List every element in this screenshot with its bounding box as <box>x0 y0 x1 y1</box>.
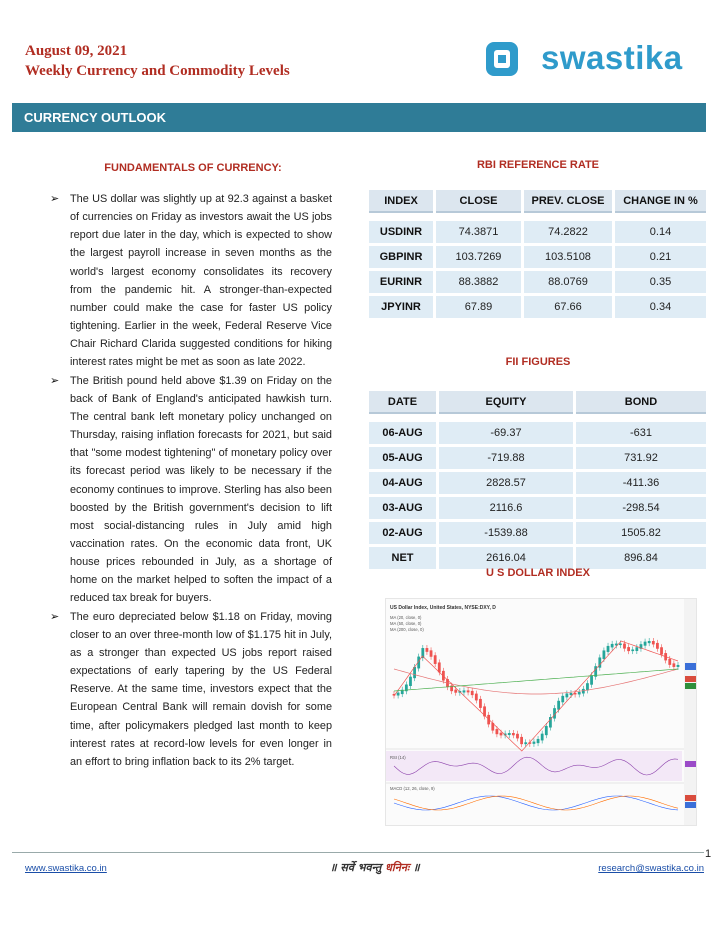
candle <box>644 639 647 649</box>
cell-change: 0.14 <box>615 221 706 243</box>
report-subtitle: Weekly Currency and Commodity Levels <box>25 63 290 79</box>
bullet-text: The British pound held above $1.39 on Friday on the back of Bank of England's anticipated hawkish turn. The central bank left monetary policy unchanged on Thursday, raising inflation forecasts for 2021, but said that "some modest tightening" of monetary policy over its forecast period was likely to be necessary if the economy continues to improve. Sterling has also been boosted by the British government's decision to lift most social-distancing rules in July amid high vaccination rates. On the economic data front, UK house prices rebounded in July, as a shortage of home on the market helped to soften the impact of a reduced tax break for buyers. <box>70 374 332 605</box>
cell-bond: -631 <box>576 422 706 444</box>
price-tag <box>685 683 697 689</box>
candle <box>656 640 659 652</box>
candle <box>635 644 638 654</box>
cell-bond: 896.84 <box>576 547 706 569</box>
cell-change: 0.34 <box>615 296 706 318</box>
candle <box>512 730 515 738</box>
chart-legend-item: MA (50, close, 0) <box>390 621 422 626</box>
table-row <box>369 246 706 268</box>
ma-line <box>394 641 678 751</box>
chart-legend-item: MA (200, close, 0) <box>390 627 424 632</box>
cell-prev-close: 88.0769 <box>524 271 612 293</box>
candle <box>405 681 408 694</box>
cell-bond: -411.36 <box>576 472 706 494</box>
candle <box>648 638 651 646</box>
dxy-chart-svg <box>386 599 697 826</box>
candle <box>467 687 470 695</box>
candle <box>516 731 519 742</box>
cell-date: 04-AUG <box>369 472 436 494</box>
website-link[interactable]: www.swastika.co.in <box>25 863 107 874</box>
candle <box>533 739 536 747</box>
candlesticks <box>393 638 680 747</box>
candle <box>565 690 568 700</box>
candle <box>409 674 412 689</box>
cell-date: NET <box>369 547 436 569</box>
candle <box>561 693 564 705</box>
candle <box>434 652 437 667</box>
motto-text: ॥ सर्वे भवन्तु <box>330 861 386 874</box>
page-number: 1 <box>705 848 712 860</box>
candle <box>582 686 585 697</box>
col-header: PREV. CLOSE <box>524 190 612 213</box>
candle <box>421 645 424 661</box>
cell-index: JPYINR <box>369 296 433 318</box>
footer-divider <box>12 852 704 853</box>
rsi-label: RSI (14) <box>390 755 406 760</box>
bullet-text: The US dollar was slightly up at 92.3 against a basket of currencies on Friday as investors await the US jobs report due later in the day, which is expected to show the largest payroll increase in seven months as the world's largest economy consolidates its recovery from the pandemic hit. A stronger-than-expected number could make the case for faster US policy tightening. Earlier in the week, Federal Reserve Vice Chair Richard Clarida suggested conditions for hiking interest rates might be met as soon as late 2022. <box>70 193 332 369</box>
cell-equity: -719.88 <box>439 447 573 469</box>
candle <box>520 734 523 747</box>
price-tag <box>685 676 697 682</box>
candle <box>627 644 630 654</box>
cell-equity: -69.37 <box>439 422 573 444</box>
chart-legend-item: MA (20, close, 0) <box>390 615 422 620</box>
candle <box>672 660 675 670</box>
cell-equity: 2616.04 <box>439 547 573 569</box>
table-row <box>369 447 706 469</box>
col-header: CHANGE IN % <box>615 190 706 213</box>
dxy-title: U S DOLLAR INDEX <box>486 567 590 579</box>
candle <box>508 730 511 738</box>
candle <box>483 703 486 719</box>
candle <box>541 731 544 744</box>
arrow-bullet-icon: ➢ <box>50 193 60 205</box>
cell-close: 88.3882 <box>436 271 521 293</box>
table-row <box>369 547 706 569</box>
banner-label: CURRENCY OUTLOOK <box>24 110 167 125</box>
col-header: EQUITY <box>439 391 573 414</box>
candle <box>598 654 601 670</box>
candle <box>471 688 474 698</box>
table-row <box>369 422 706 444</box>
ma-line <box>394 669 678 694</box>
candle <box>426 645 429 655</box>
motto-text: ॥ <box>409 861 420 874</box>
cell-index: EURINR <box>369 271 433 293</box>
price-tag <box>685 795 697 801</box>
cell-prev-close: 74.2822 <box>524 221 612 243</box>
cell-equity: -1539.88 <box>439 522 573 544</box>
candle <box>594 663 597 680</box>
col-header: DATE <box>369 391 436 414</box>
table-row <box>369 221 706 243</box>
price-tag <box>685 761 697 767</box>
cell-index: GBPINR <box>369 246 433 268</box>
candle <box>611 641 614 651</box>
price-tag <box>685 663 697 670</box>
section-banner <box>12 103 706 132</box>
candle <box>430 647 433 659</box>
cell-close: 103.7269 <box>436 246 521 268</box>
cell-prev-close: 103.5108 <box>524 246 612 268</box>
fii-title: FII FIGURES <box>505 356 571 368</box>
arrow-bullet-icon: ➢ <box>50 374 60 387</box>
candle <box>640 641 643 652</box>
fundamentals-title: FUNDAMENTALS OF CURRENCY: <box>104 162 282 174</box>
cell-index: USDINR <box>369 221 433 243</box>
bullet-item <box>50 608 332 771</box>
candle <box>578 689 581 697</box>
candle <box>652 638 655 647</box>
candle <box>537 736 540 746</box>
cell-date: 02-AUG <box>369 522 436 544</box>
logo-mark-icon <box>484 38 520 78</box>
col-header: INDEX <box>369 190 433 213</box>
cell-date: 03-AUG <box>369 497 436 519</box>
email-link[interactable]: research@swastika.co.in <box>598 863 704 874</box>
report-date: August 09, 2021 <box>25 43 128 59</box>
bullet-item <box>50 190 332 372</box>
table-row <box>369 497 706 519</box>
swastika-logo <box>484 38 704 78</box>
table-row <box>369 271 706 293</box>
bullet-text: The euro depreciated below $1.18 on Friday, moving closer to an over three-month low of $1.175 hit in July, as a stronger than expected US jobs report raised expectations of early tapering by the US Federal Reserve. At the same time, investors expect that the European Central Bank will remain dovish for some time, after policymakers pledged last month to keep interest rates at record-low levels for even longer in an effort to bring inflation back to its 2% target. <box>70 610 332 768</box>
table-row <box>369 472 706 494</box>
table-row <box>369 296 706 318</box>
rbi-title: RBI REFERENCE RATE <box>476 159 600 171</box>
col-header: BOND <box>576 391 706 414</box>
dxy-chart-image <box>385 598 697 826</box>
cell-change: 0.35 <box>615 271 706 293</box>
macd-label: MACD (12, 26, close, 9) <box>390 786 435 791</box>
cell-close: 67.89 <box>436 296 521 318</box>
brand-name: swastika <box>541 39 683 76</box>
cell-equity: 2116.6 <box>439 497 573 519</box>
cell-prev-close: 67.66 <box>524 296 612 318</box>
price-tag <box>685 802 697 808</box>
rbi-table <box>366 187 709 321</box>
motto-highlight: धनिनः <box>385 861 410 874</box>
candle <box>607 643 610 655</box>
col-header: CLOSE <box>436 190 521 213</box>
footer-motto <box>330 860 420 875</box>
candle <box>479 696 482 711</box>
table-row <box>369 522 706 544</box>
candle <box>475 691 478 704</box>
cell-date: 05-AUG <box>369 447 436 469</box>
candle <box>463 687 466 695</box>
cell-date: 06-AUG <box>369 422 436 444</box>
table-header-row <box>369 391 706 414</box>
cell-equity: 2828.57 <box>439 472 573 494</box>
candle <box>549 714 552 730</box>
cell-bond: -298.54 <box>576 497 706 519</box>
candle <box>631 646 634 654</box>
cell-close: 74.3871 <box>436 221 521 243</box>
rsi-panel <box>386 751 682 781</box>
candle <box>401 687 404 697</box>
cell-change: 0.21 <box>615 246 706 268</box>
fundamentals-list <box>50 190 332 771</box>
candle <box>586 680 589 693</box>
bullet-item <box>50 372 332 608</box>
table-header-row <box>369 190 706 213</box>
arrow-bullet-icon: ➢ <box>50 610 60 623</box>
cell-bond: 731.92 <box>576 447 706 469</box>
macd-line <box>394 796 678 810</box>
fii-table <box>366 388 709 572</box>
cell-bond: 1505.82 <box>576 522 706 544</box>
chart-caption: US Dollar Index, United States, NYSE:DXY, D <box>390 605 496 611</box>
moving-averages <box>394 641 678 751</box>
